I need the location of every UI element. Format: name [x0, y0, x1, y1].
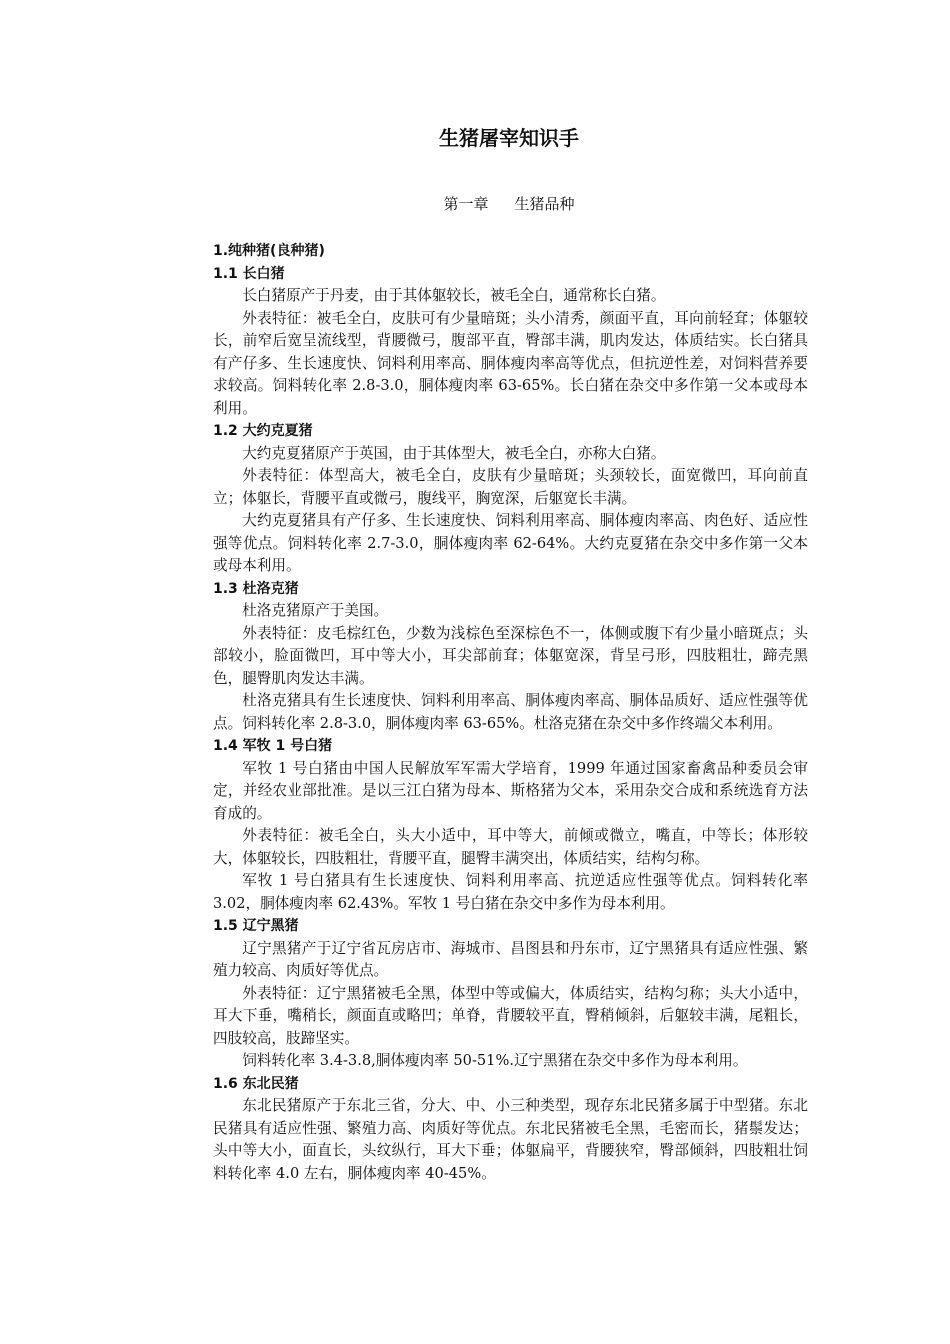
- paragraph: 外表特征：辽宁黑猪被毛全黑，体型中等或偏大，体质结实，结构匀称；头大小适中，耳大下垂，嘴稍长，颜面直或略凹；单脊，背腰较平直，臀稍倾斜，后躯较丰满，尾粗长，四肢较高，肢蹄坚实。: [213, 984, 808, 1047]
- section-heading-1-1: 1.1 长白猪: [213, 265, 285, 282]
- paragraph: 外表特征：被毛全白，头大小适中，耳中等大，前倾或微立，嘴直，中等长；体形较大，体躯较长，四肢粗壮，背腰平直，腿臀丰满突出，体质结实，结构匀称。: [213, 827, 808, 867]
- paragraph: 饲料转化率 3.4-3.8,胴体瘦肉率 50-51%.辽宁黑猪在杂交中多作为母本利用。: [242, 1052, 748, 1069]
- paragraph: 长白猪原产于丹麦，由于其体躯较长，被毛全白，通常称长白猪。: [242, 287, 666, 304]
- paragraph: 军牧 1 号白猪具有生长速度快、饲料利用率高、抗逆适应性强等优点。饲料转化率 3.02，胴体瘦肉率 62.43%。军牧 1 号白猪在杂交中多作为母本利用。: [213, 872, 808, 912]
- paragraph: 外表特征：皮毛棕红色，少数为浅棕色至深棕色不一，体侧或腹下有少量小暗斑点；头部较小，脸面微凹，耳中等大小，耳尖部前耷；体躯宽深，背呈弓形，四肢粗壮，蹄壳黑色，腿臀肌肉发达丰满。: [213, 624, 808, 687]
- page-title: 生猪屠宰知识手: [439, 126, 579, 150]
- section-heading-1-4: 1.4 军牧 1 号白猪: [213, 738, 333, 754]
- paragraph: 外表特征：体型高大，被毛全白，皮肤有少量暗斑；头颈较长，面宽微凹，耳向前直立；体躯长，背腰平直或微弓，腹线平，胸宽深，后躯宽长丰满。: [213, 467, 808, 507]
- document-body: [213, 240, 808, 1185]
- paragraph: 军牧 1 号白猪由中国人民解放军军需大学培育，1999 年通过国家畜禽品种委员会审定，并经农业部批准。是以三江白猪为母本、斯格猪为父本，采用杂交合成和系统选育方法育成的。: [213, 759, 808, 822]
- paragraph: 大约克夏猪具有产仔多、生长速度快、饲料利用率高、胴体瘦肉率高、肉色好、适应性强等优点。饲料转化率 2.7-3.0，胴体瘦肉率 62-64%。大约克夏猪在杂交中多作第一父本或母本利用。: [213, 512, 808, 574]
- paragraph: 大约克夏猪原产于英国，由于其体型大，被毛全白，亦称大白猪。: [242, 444, 666, 462]
- chapter-heading: [0, 193, 950, 214]
- paragraph: 杜洛克猪具有生长速度快、饲料利用率高、胴体瘦肉率高、胴体品质好、适应性强等优点。饲料转化率 2.8-3.0，胴体瘦肉率 63-65%。杜洛克猪在杂交中多作终端父本利用。: [213, 692, 808, 732]
- section-heading-1-6: 1.6 东北民猪: [213, 1075, 299, 1092]
- chapter-title: 生猪品种: [514, 195, 575, 213]
- section-heading-1-3: 1.3 杜洛克猪: [213, 580, 299, 597]
- paragraph: 辽宁黑猪产于辽宁省瓦房店市、海城市、昌图县和丹东市，辽宁黑猪具有适应性强、繁殖力较高、肉质好等优点。: [213, 939, 808, 979]
- chapter-number: 第一章: [443, 195, 489, 213]
- section-heading-1-5: 1.5 辽宁黑猪: [213, 918, 299, 934]
- section-heading-1: 1.纯种猪(良种猪): [213, 243, 325, 259]
- paragraph: 东北民猪原产于东北三省，分大、中、小三种类型，现存东北民猪多属于中型猪。东北民猪具有适应性强、繁殖力高、肉质好等优点。东北民猪被毛全黑，毛密而长，猪鬃发达；头中等大小，面直长，头纹纵行，耳大下垂；体躯扁平，背腰狭窄，臀部倾斜，四肢粗壮饲料转化率 4.0 左右，胴体瘦肉率 40-45%。: [213, 1097, 808, 1182]
- paragraph: 杜洛克猪原产于美国。: [242, 602, 389, 619]
- paragraph: 外表特征：被毛全白，皮肤可有少量暗斑；头小清秀，颜面平直，耳向前轻耷；体躯较长，前窄后宽呈流线型，背腰微弓，腹部平直，臀部丰满，肌肉发达，体质结实。长白猪具有产仔多、生长速度快、饲料利用率高、胴体瘦肉率高等优点，但抗逆性差，对饲料营养要求较高。饲料转化率 2.8-3.0，胴体瘦肉率 63-65%。长白猪在杂交中多作第一父本或母本利用。: [213, 309, 808, 417]
- section-heading-1-2: 1.2 大约克夏猪: [213, 423, 313, 439]
